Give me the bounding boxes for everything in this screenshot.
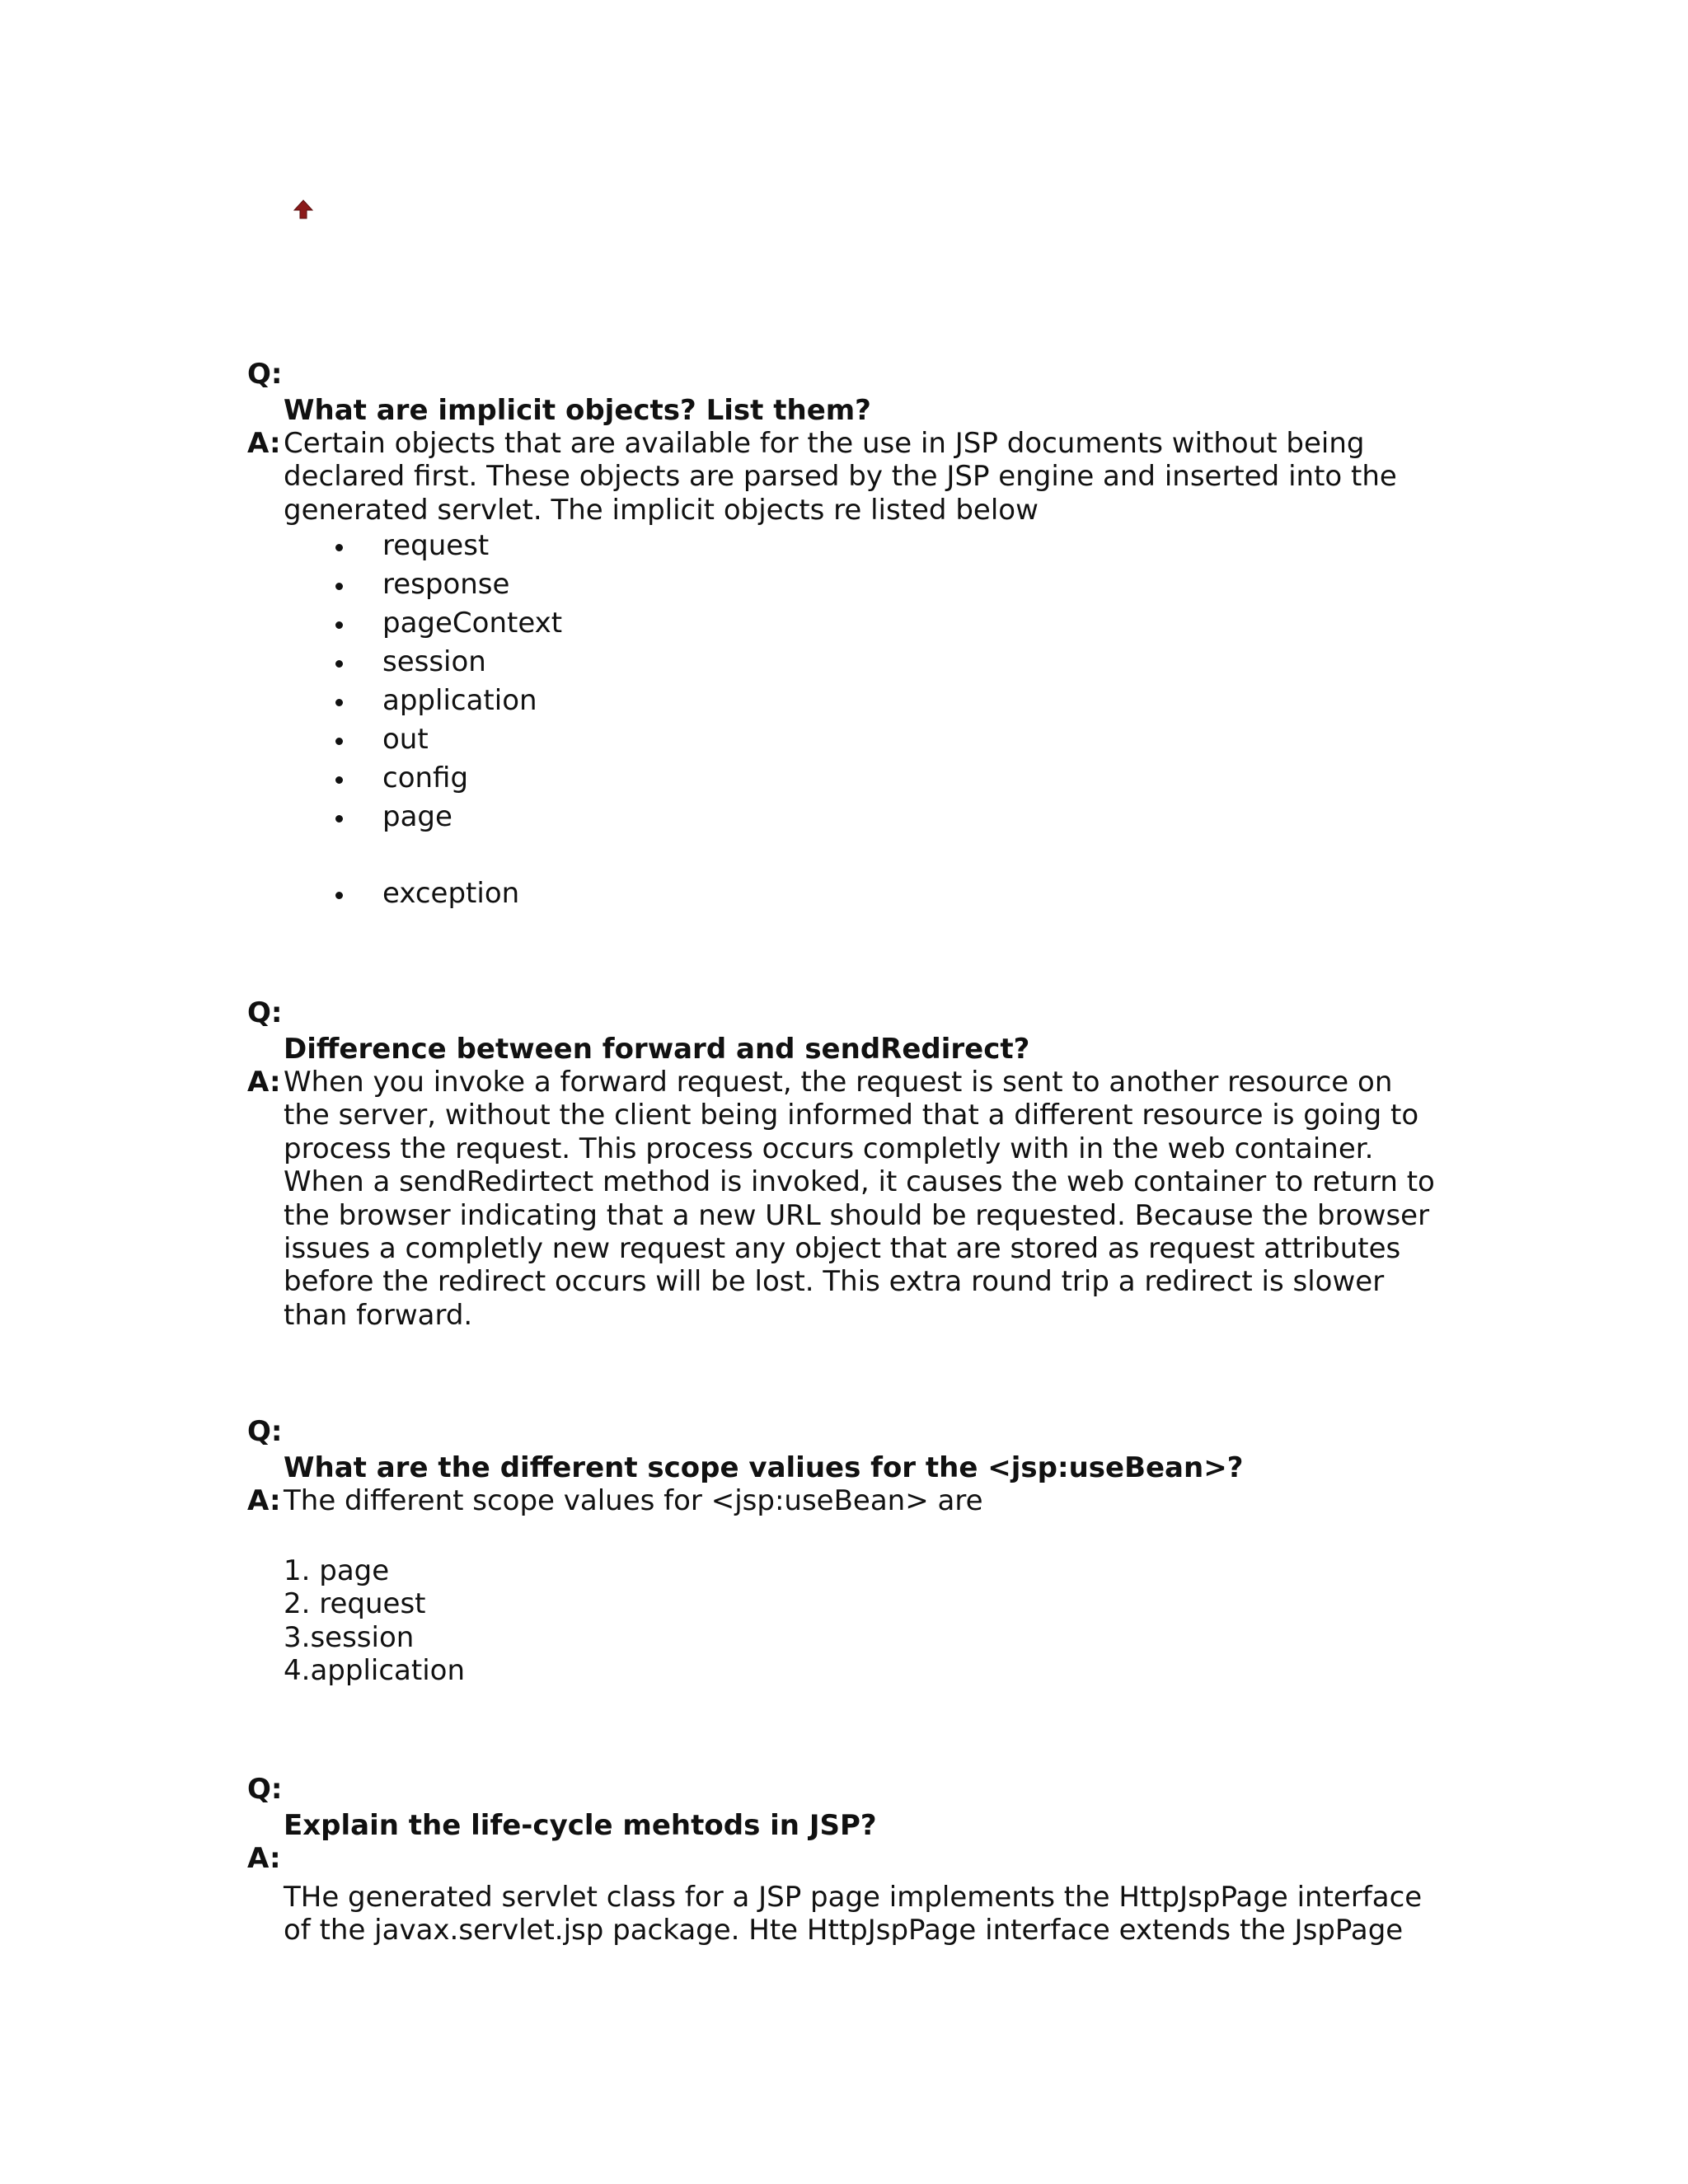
answer-line: before the redirect occurs will be lost. This extra round trip a redirect is slower — [284, 1265, 1385, 1299]
question-label: Q: — [247, 1415, 283, 1448]
list-item: 2. request — [284, 1587, 426, 1621]
answer-line: process the request. This process occurs completly with in the web container. — [284, 1132, 1374, 1165]
answer-line: declared first. These objects are parsed by the JSP engine and inserted into the — [284, 460, 1397, 494]
answer-text — [284, 1484, 1454, 1517]
question-text: Explain the life-cycle mehtods in JSP? — [284, 1809, 877, 1842]
answer-line: issues a completly new request any object that are stored as request attributes — [284, 1232, 1401, 1266]
list-item: page — [284, 798, 1025, 837]
answer-text — [284, 427, 1454, 527]
answer-line: Certain objects that are available for the use in JSP documents without being — [284, 427, 1365, 460]
scope-values-list — [284, 1554, 465, 1688]
list-item: 3.session — [284, 1620, 415, 1654]
list-item: response — [284, 565, 1025, 604]
question-text: What are implicit objects? List them? — [284, 394, 871, 427]
answer-label: A: — [247, 427, 281, 460]
implicit-objects-list — [284, 527, 1025, 913]
list-item: 1. page — [284, 1554, 390, 1587]
answer-line: the server, without the client being informed that a different resource is going to — [284, 1099, 1419, 1132]
answer-line: When a sendRedirtect method is invoked, it causes the web container to return to — [284, 1165, 1435, 1199]
question-label: Q: — [247, 358, 283, 391]
answer-line: the browser indicating that a new URL should be requested. Because the browser — [284, 1198, 1430, 1232]
list-item: config — [284, 759, 1025, 798]
answer-line: of the javax.servlet.jsp package. Hte HttpJspPage interface extends the JspPage — [284, 1914, 1404, 1947]
answer-label: A: — [247, 1842, 281, 1875]
answer-text — [284, 1066, 1454, 1332]
list-item: exception — [284, 874, 1025, 913]
answer-line: than forward. — [284, 1298, 473, 1332]
list-item: out — [284, 720, 1025, 759]
question-text: What are the different scope valiues for the <jsp:useBean>? — [284, 1451, 1244, 1484]
answer-line: The different scope values for <jsp:useBean> are — [284, 1484, 983, 1517]
question-text: Difference between forward and sendRedirect? — [284, 1033, 1030, 1066]
answer-line: When you invoke a forward request, the request is sent to another resource on — [284, 1066, 1393, 1099]
list-item: request — [284, 527, 1025, 565]
answer-label: A: — [247, 1066, 281, 1099]
answer-text — [284, 1881, 1454, 1947]
up-arrow-icon[interactable] — [292, 198, 315, 221]
answer-label: A: — [247, 1484, 281, 1517]
list-item: application — [284, 682, 1025, 720]
list-item: 4.application — [284, 1654, 465, 1688]
list-item: session — [284, 643, 1025, 682]
question-label: Q: — [247, 1773, 283, 1806]
list-item: pageContext — [284, 604, 1025, 643]
answer-line: THe generated servlet class for a JSP page implements the HttpJspPage interface — [284, 1881, 1423, 1914]
answer-line: generated servlet. The implicit objects re listed below — [284, 493, 1039, 527]
question-label: Q: — [247, 996, 283, 1029]
